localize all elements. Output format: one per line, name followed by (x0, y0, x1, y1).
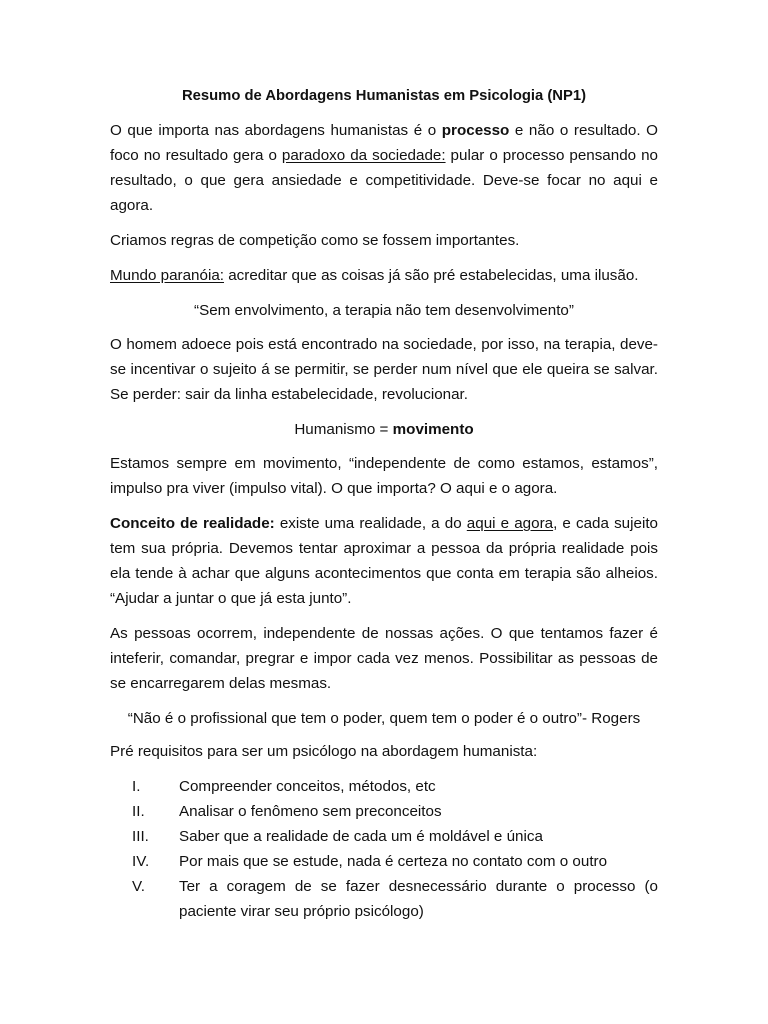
paragraph-movimento: Estamos sempre em movimento, “independente de como estamos, estamos”, impulso pra viver (impulso vital). O que importa? O aqui e o agora. (110, 455, 658, 497)
bold-term-processo: processo (441, 122, 510, 139)
list-text: Saber que a realidade de cada um é moldável e única (179, 828, 543, 845)
list-item (110, 799, 658, 824)
list-text: Analisar o fenômeno sem preconceitos (179, 803, 442, 820)
list-text: Por mais que se estude, nada é certeza no contato com o outro (179, 853, 608, 870)
list-item (110, 774, 658, 799)
paragraph-homem-adoece: O homem adoece pois está encontrado na sociedade, por isso, na terapia, deve-se incentivar o sujeito á se permitir, se perder num nível que ele queira se salvar. Se perder: sair da linha estabelecidade, revolucionar. (110, 336, 658, 403)
paragraph-pre-requisitos: Pré requisitos para ser um psicólogo na abordagem humanista: (110, 743, 538, 760)
list-item (110, 849, 658, 874)
paragraph-pessoas-ocorrem: As pessoas ocorrem, independente de nossas ações. O que tentamos fazer é inteferir, comandar, pregrar e impor cada vez menos. Possibilitar as pessoas de se encarregarem delas mesmas. (110, 625, 658, 692)
quote-rogers: “Não é o profissional que tem o poder, quem tem o poder é o outro”- Rogers (127, 710, 641, 727)
list-text: Compreender conceitos, métodos, etc (179, 778, 436, 795)
text: e não o resultado. O foco no resultado gera o (110, 122, 658, 164)
underlined-term-paradoxo: paradoxo da sociedade: (281, 147, 446, 164)
text: existe uma realidade, a do (274, 515, 467, 532)
list-number: III. (132, 828, 149, 845)
document-title: Resumo de Abordagens Humanistas em Psicologia (NP1) (182, 88, 586, 104)
text: pular o processo pensando no resultado, o que gera ansiedade e competitividade. Deve-se focar no aqui e agora. (110, 147, 658, 214)
list-number: II. (132, 803, 145, 820)
equation-humanismo (110, 417, 658, 442)
list-item (110, 824, 658, 849)
text: O que importa nas abordagens humanistas é o (110, 122, 442, 139)
paragraph-mundo-paranoia (110, 263, 658, 288)
underlined-term-aqui-agora: aqui e agora (466, 515, 554, 532)
document-page (110, 84, 658, 924)
bold-term-movimento: movimento (392, 421, 474, 438)
bold-term-conceito-realidade: Conceito de realidade: (110, 515, 275, 532)
paragraph-conceito-realidade (110, 511, 658, 611)
requisites-list (110, 774, 658, 924)
paragraph-competition: Criamos regras de competição como se fossem importantes. (110, 232, 520, 249)
text: acreditar que as coisas já são pré estabelecidas, uma ilusão. (224, 267, 639, 284)
list-number: V. (132, 878, 145, 895)
text: , e cada sujeito tem sua própria. Devemos tentar aproximar a pessoa da própria realidade pois ela tende à achar que alguns acontecimentos que conta em terapia são alheios. “Ajudar a juntar o que já esta junto”. (110, 515, 658, 607)
underlined-term-mundo-paranoia: Mundo paranóia: (110, 267, 224, 284)
quote-envolvimento: “Sem envolvimento, a terapia não tem desenvolvimento” (194, 302, 574, 319)
list-number: IV. (132, 853, 150, 870)
text: Humanismo = (294, 421, 393, 438)
paragraph-process (110, 118, 658, 218)
list-text: Ter a coragem de se fazer desnecessário durante o processo (o paciente virar seu próprio psicólogo) (179, 878, 658, 920)
list-item (110, 874, 658, 924)
list-number: I. (132, 778, 141, 795)
